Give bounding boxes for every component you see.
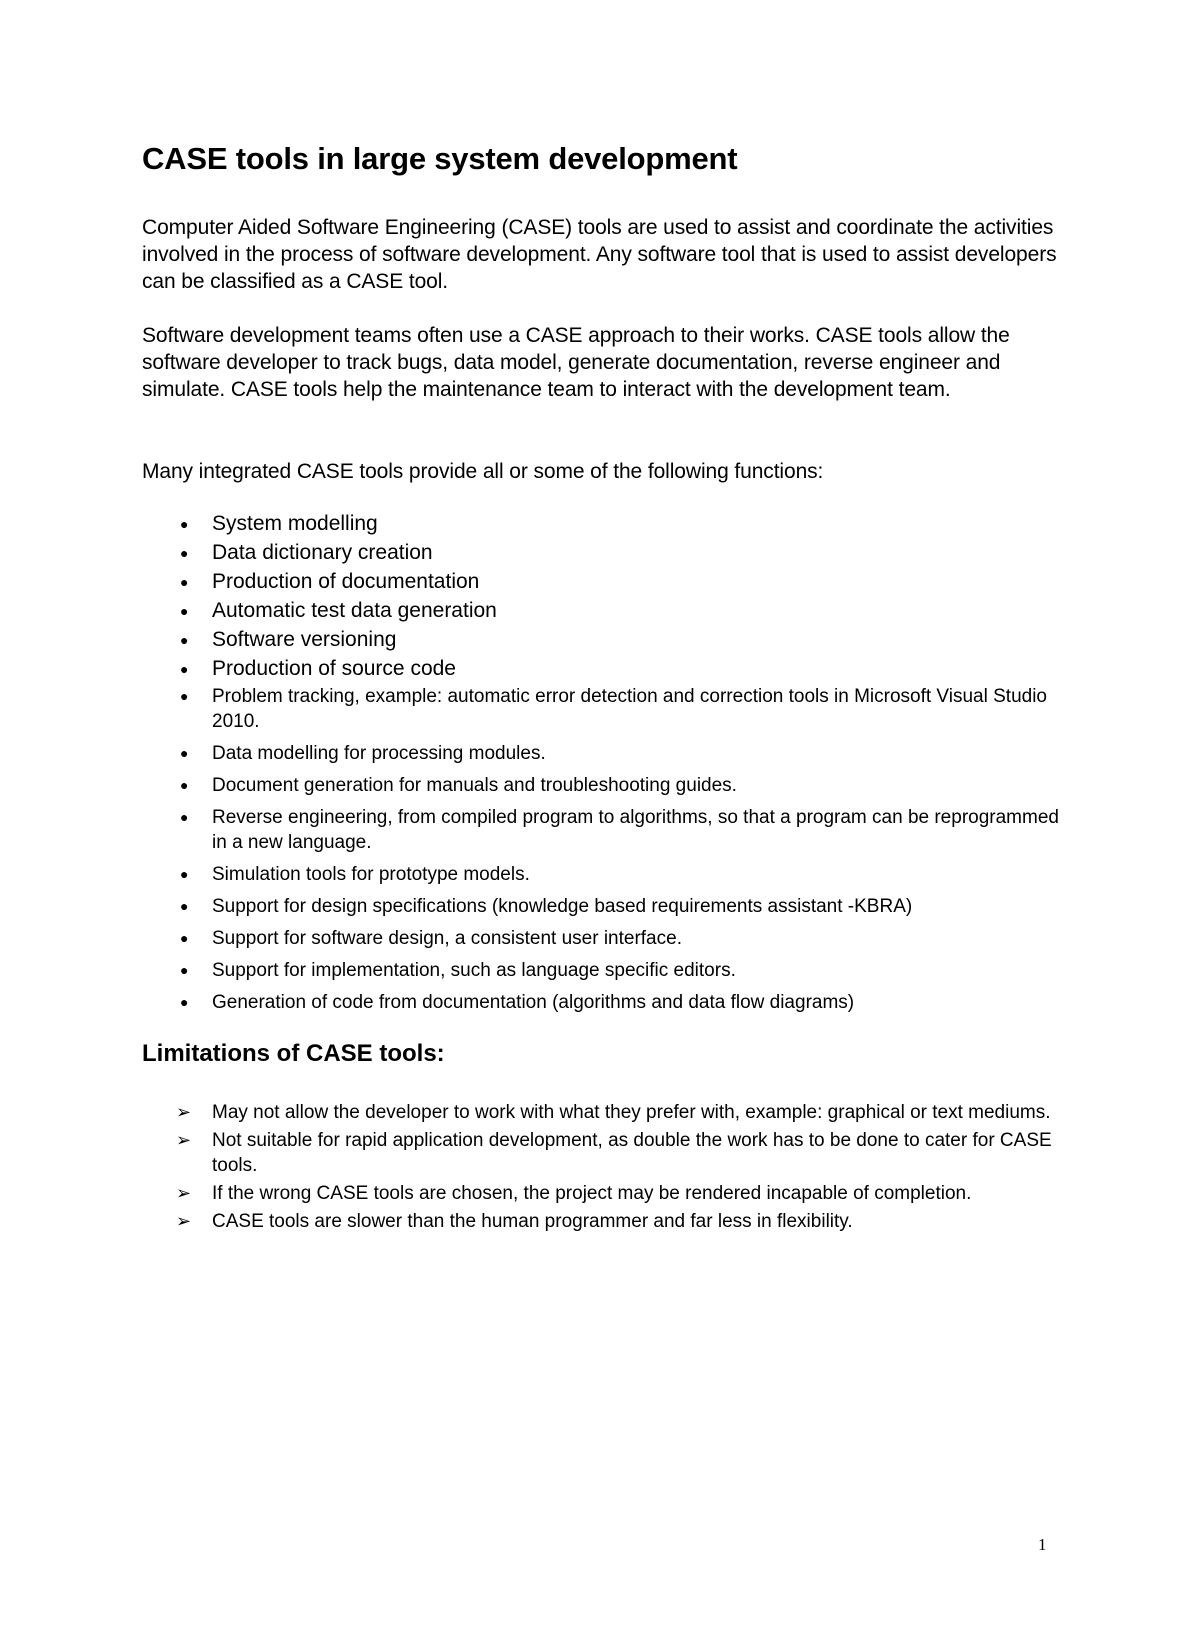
list-item: ● System modelling <box>142 510 1072 539</box>
bullet-icon: ● <box>180 745 189 761</box>
page-number: 1 <box>1038 1535 1047 1554</box>
page-title: CASE tools in large system development <box>142 141 738 176</box>
list-item: ● Software versioning <box>142 626 1072 655</box>
bullet-icon: ● <box>180 809 189 825</box>
bullet-icon: ● <box>180 930 189 946</box>
bullet-icon: ● <box>180 574 189 590</box>
bullet-icon: ● <box>180 632 189 648</box>
list-item: ● Production of source code <box>142 655 1072 684</box>
arrow-bullet-icon: ➢ <box>176 1211 192 1231</box>
intro-paragraph: Computer Aided Software Engineering (CASE) tools are used to assist and coordinate the activities involved in the process of software development. Any software tool that is used to assist developers can be classified as a CASE tool. <box>142 216 1057 293</box>
list-item: ● Support for implementation, such as language specific editors. <box>180 960 736 981</box>
arrow-bullet-icon: ➢ <box>176 1183 192 1203</box>
list-item: ● Automatic test data generation <box>142 597 1072 626</box>
arrow-bullet-icon: ➢ <box>176 1102 192 1122</box>
bullet-icon: ● <box>180 661 189 677</box>
functions-intro-paragraph: Many integrated CASE tools provide all or some of the following functions: <box>142 460 824 483</box>
bullet-icon: ● <box>180 898 189 914</box>
list-item: ● Support for design specifications (knowledge based requirements assistant -KBRA) <box>180 896 913 917</box>
bullet-icon: ● <box>180 866 189 882</box>
list-item: ➢ CASE tools are slower than the human programmer and far less in flexibility. <box>176 1211 853 1232</box>
list-item: ● Data modelling for processing modules. <box>180 743 546 764</box>
list-item: ● Support for software design, a consistent user interface. <box>180 928 682 949</box>
arrow-bullet-icon: ➢ <box>176 1130 192 1150</box>
bullet-icon: ● <box>180 994 189 1010</box>
bullet-icon: ● <box>180 777 189 793</box>
list-item: ● Simulation tools for prototype models. <box>180 864 530 885</box>
list-item: ➢ May not allow the developer to work with what they prefer with, example: graphical or text mediums. <box>176 1102 1051 1123</box>
list-item: ● Generation of code from documentation (algorithms and data flow diagrams) <box>180 992 855 1013</box>
list-item: ● Data dictionary creation <box>142 539 1072 568</box>
list-item: ➢ If the wrong CASE tools are chosen, the project may be rendered incapable of completion. <box>176 1183 972 1204</box>
bullet-icon: ● <box>180 688 189 704</box>
functions-list <box>142 510 1072 1022</box>
list-item: ● Problem tracking, example: automatic error detection and correction tools in Microsoft Visual Studio 2010. <box>180 686 1047 732</box>
list-item: ● Production of documentation <box>142 568 1072 597</box>
list-item: ● Document generation for manuals and troubleshooting guides. <box>180 775 737 796</box>
bullet-icon: ● <box>180 516 189 532</box>
list-item: ➢ Not suitable for rapid application development, as double the work has to be done to cater for CASE tools. <box>176 1130 1052 1176</box>
limitations-heading: Limitations of CASE tools: <box>142 1040 445 1067</box>
bullet-icon: ● <box>180 603 189 619</box>
bullet-icon: ● <box>180 962 189 978</box>
bullet-icon: ● <box>180 545 189 561</box>
list-item: ● Reverse engineering, from compiled program to algorithms, so that a program can be reprogrammed in a new language. <box>180 807 1059 853</box>
teams-paragraph: Software development teams often use a CASE approach to their works. CASE tools allow the software developer to track bugs, data model, generate documentation, reverse engineer and simulate. CASE tools help the maintenance team to interact with the development team. <box>142 324 1010 401</box>
limitations-list <box>142 1100 1072 1237</box>
